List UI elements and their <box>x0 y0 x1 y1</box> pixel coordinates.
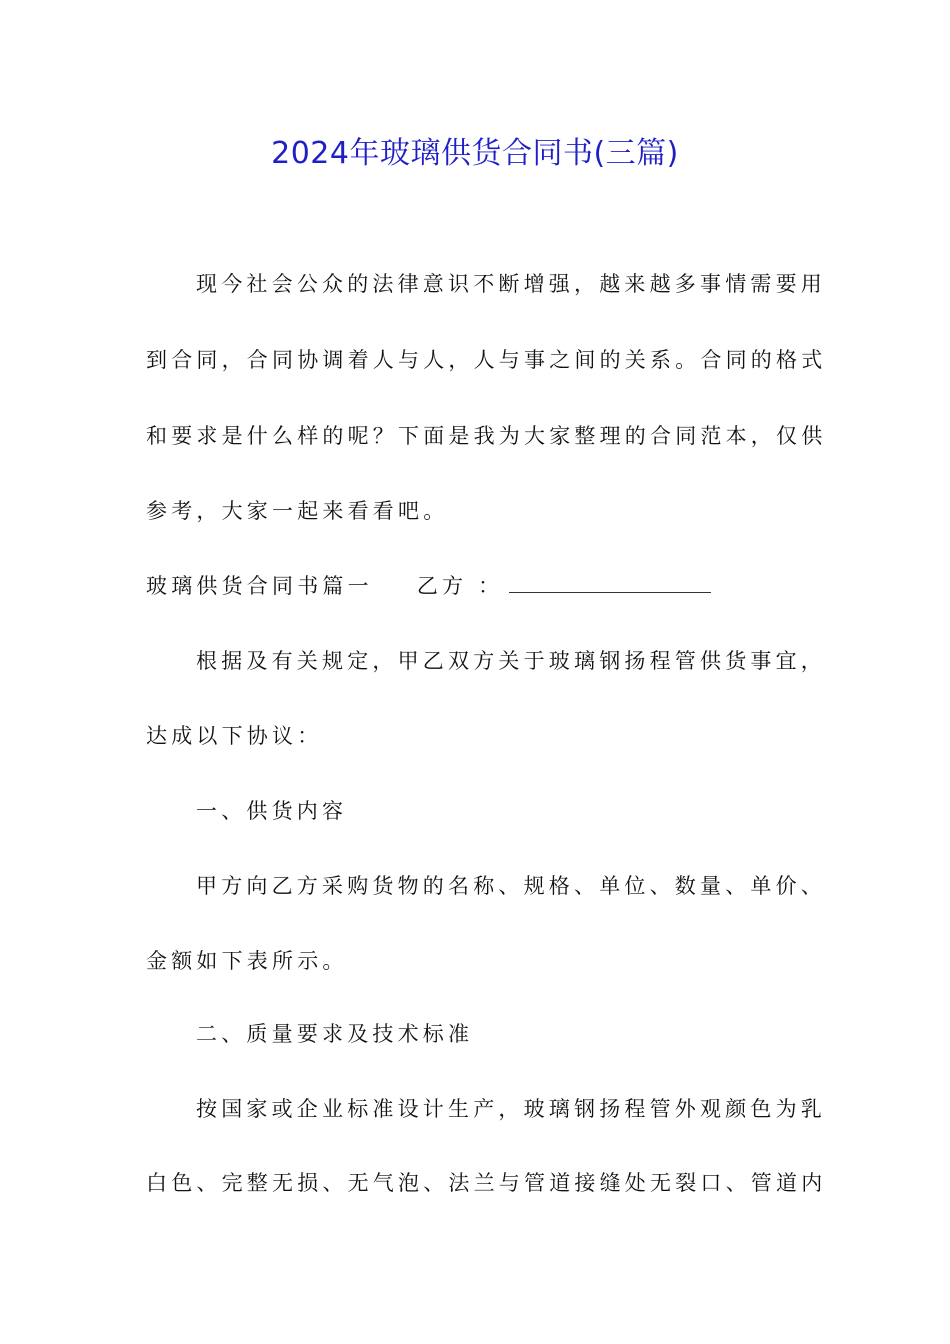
party-b-blank <box>509 574 711 593</box>
clause1-title: 一、供货内容 <box>196 799 348 823</box>
section-heading: 玻璃供货合同书篇一 <box>146 574 373 598</box>
document-title: 2024年玻璃供货合同书(三篇) <box>271 136 679 171</box>
clause2-line-1: 按国家或企业标准设计生产，玻璃钢扬程管外观颜色为乳 <box>196 1097 826 1121</box>
clause1-line-2: 金额如下表所示。 <box>146 949 348 973</box>
intro-line-3: 和要求是什么样的呢？下面是我为大家整理的合同范本，仅供 <box>146 424 827 448</box>
intro-line-4: 参考，大家一起来看看吧。 <box>146 499 449 523</box>
intro-line-1: 现今社会公众的法律意识不断增强，越来越多事情需要用 <box>196 272 826 296</box>
clause1-line-1: 甲方向乙方采购货物的名称、规格、单位、数量、单价、 <box>196 874 826 898</box>
clause2-title: 二、质量要求及技术标准 <box>196 1022 474 1046</box>
basis-line-1: 根据及有关规定，甲乙双方关于玻璃钢扬程管供货事宜， <box>196 649 826 673</box>
basis-line-2: 达成以下协议： <box>146 724 323 748</box>
clause2-line-2: 白色、完整无损、无气泡、法兰与管道接缝处无裂口、管道内 <box>146 1171 827 1195</box>
section-heading-row <box>146 566 806 606</box>
party-b-label: 乙方 ： <box>416 574 504 598</box>
intro-line-2: 到合同，合同协调着人与人，人与事之间的关系。合同的格式 <box>146 348 827 372</box>
